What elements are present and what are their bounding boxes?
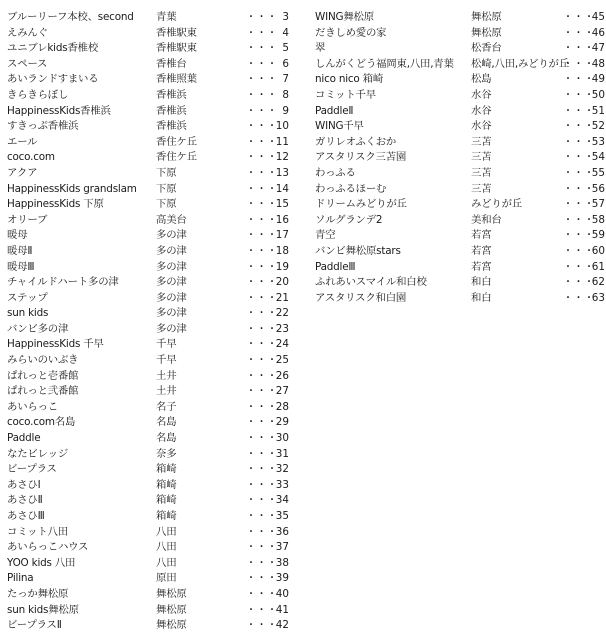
page-number: 15: [275, 198, 289, 211]
leader-dots: ・・・: [246, 620, 278, 632]
leader-dots: ・・・: [246, 479, 278, 491]
leader-dots: ・・・: [246, 152, 278, 164]
facility-name: スペース: [7, 57, 48, 70]
leader-dots: ・・・: [563, 199, 595, 211]
facility-name: ふれあいスマイル和白校: [315, 276, 427, 289]
index-row: [7, 57, 291, 73]
index-row: [7, 525, 291, 541]
facility-name: コミット八田: [7, 525, 68, 538]
leader-dots: ・・・: [246, 511, 278, 522]
index-row: [7, 337, 291, 353]
page-number: 4: [282, 26, 289, 39]
leader-dots: ・・・: [246, 292, 278, 304]
index-row: [315, 244, 605, 260]
facility-name: コミット千早: [315, 88, 376, 101]
area-name: 舞松原: [156, 603, 187, 616]
index-row: [315, 291, 605, 307]
area-name: 和白: [471, 276, 492, 289]
area-name: 香椎台: [156, 57, 187, 70]
page-number: 30: [275, 432, 289, 445]
area-name: 名子: [156, 400, 177, 413]
facility-name: nico nico 箱崎: [315, 73, 384, 86]
leader-dots: ・・・: [246, 89, 278, 101]
page-number: 9: [282, 104, 289, 117]
page-number: 53: [591, 135, 605, 148]
area-name: 若宮: [471, 260, 492, 273]
facility-name: ビープラス: [7, 463, 57, 476]
index-row: [315, 88, 605, 104]
area-name: 箱崎: [156, 494, 177, 507]
index-row: [7, 603, 291, 619]
page-number: 6: [282, 57, 289, 70]
area-name: 三苫: [471, 151, 492, 164]
facility-name: ぱれっと弐番館: [7, 385, 79, 398]
index-row: [7, 571, 291, 587]
area-name: 三苫: [471, 135, 492, 148]
facility-name: sun kids: [7, 307, 49, 320]
leader-dots: ・・・: [246, 12, 278, 23]
leader-dots: ・・・: [563, 152, 595, 164]
facility-name: ステップ: [7, 291, 48, 304]
leader-dots: ・・・: [246, 417, 278, 429]
page-number: 38: [275, 556, 289, 569]
area-name: 松崎,八田,みどりが丘: [471, 57, 569, 70]
facility-name: しんがくどう福岡東,八田,青葉: [315, 57, 454, 70]
leader-dots: ・・・: [563, 277, 595, 289]
page-number: 63: [591, 291, 605, 304]
area-name: 多の津: [156, 322, 187, 335]
facility-name: HappinessKids grandslam: [7, 182, 137, 195]
facility-name: coco.com名島: [7, 416, 76, 429]
index-row: [315, 228, 605, 244]
leader-dots: ・・・: [246, 557, 278, 569]
index-row: [7, 369, 291, 385]
leader-dots: ・・・: [246, 261, 278, 273]
leader-dots: ・・・: [563, 12, 595, 23]
index-row: [7, 182, 291, 198]
area-name: 八田: [156, 525, 177, 538]
index-row: [7, 135, 291, 151]
page-number: 27: [275, 385, 289, 398]
leader-dots: ・・・: [246, 355, 278, 367]
facility-name: sun kids舞松原: [7, 603, 79, 616]
page-number: 62: [591, 276, 605, 289]
page-number: 8: [282, 88, 289, 101]
area-name: 多の津: [156, 229, 187, 242]
facility-name: だきしめ愛の家: [315, 26, 387, 39]
facility-name: あいらっこ: [7, 400, 58, 413]
index-row: [7, 104, 291, 120]
facility-name: みらいのいぶき: [7, 354, 79, 367]
facility-name: あさひⅠ: [7, 478, 41, 491]
facility-name: 暖母: [7, 229, 28, 242]
page-number: 59: [591, 229, 605, 242]
index-row: [315, 150, 605, 166]
page-number: 17: [275, 229, 289, 242]
leader-dots: ・・・: [246, 588, 278, 600]
facility-name: ドリームみどりが丘: [315, 198, 407, 211]
page-number: 20: [275, 276, 289, 289]
page-number: 24: [275, 338, 289, 351]
facility-name: オリーブ: [7, 213, 48, 226]
area-name: 土井: [156, 385, 177, 398]
facility-name: WING千早: [315, 120, 364, 133]
facility-name: PaddleⅢ: [315, 260, 356, 273]
index-row: [7, 400, 291, 416]
leader-dots: ・・・: [563, 214, 595, 226]
page-number: 56: [591, 182, 605, 195]
area-name: 多の津: [156, 291, 187, 304]
area-name: 水谷: [471, 88, 492, 101]
page-number: 40: [275, 587, 289, 600]
facility-name: あさひⅢ: [7, 510, 45, 522]
leader-dots: ・・・: [246, 448, 278, 460]
index-row: [315, 275, 605, 291]
page-number: 58: [591, 213, 605, 226]
leader-dots: ・・・: [246, 27, 278, 39]
leader-dots: ・・・: [246, 308, 278, 320]
page-number: 28: [275, 400, 289, 413]
facility-name: YOO kids 八田: [7, 556, 76, 569]
index-row: [7, 431, 291, 447]
area-name: 原田: [156, 572, 177, 585]
area-name: 三苫: [471, 166, 492, 179]
leader-dots: ・・・: [563, 230, 595, 242]
page-number: 19: [275, 260, 289, 273]
page-number: 57: [591, 198, 605, 211]
page-number: 51: [591, 104, 605, 117]
leader-dots: ・・・: [246, 464, 278, 476]
area-name: 和白: [471, 291, 492, 304]
leader-dots: ・・・: [563, 89, 595, 101]
index-row: [7, 384, 291, 400]
leader-dots: ・・・: [246, 105, 278, 117]
page-number: 12: [275, 151, 289, 164]
leader-dots: ・・・: [246, 230, 278, 242]
index-row: [315, 26, 605, 42]
leader-dots: ・・・: [246, 433, 278, 445]
leader-dots: ・・・: [563, 121, 595, 133]
page-number: 3: [282, 11, 289, 23]
page-number: 49: [591, 73, 605, 86]
index-row: [7, 275, 291, 291]
page-number: 42: [275, 619, 289, 632]
leader-dots: ・・・: [563, 183, 595, 195]
area-name: 多の津: [156, 276, 187, 289]
leader-dots: ・・・: [246, 199, 278, 211]
area-name: 松香台: [471, 42, 502, 55]
area-name: 香椎駅東: [156, 26, 197, 39]
facility-name: わっふるほーむ: [315, 182, 387, 195]
page-number: 25: [275, 354, 289, 367]
index-row: [7, 415, 291, 431]
index-column-left: [7, 10, 291, 634]
leader-dots: ・・・: [246, 183, 278, 195]
facility-name: ブルーリーフ本校、second: [7, 11, 134, 23]
facility-name: バンビ舞松原stars: [315, 244, 401, 257]
page-number: 29: [275, 416, 289, 429]
page-number: 36: [275, 525, 289, 538]
index-row: [7, 197, 291, 213]
leader-dots: ・・・: [246, 495, 278, 507]
index-row: [7, 478, 291, 494]
index-row: [7, 88, 291, 104]
leader-dots: ・・・: [246, 121, 278, 133]
facility-name: すきっぷ香椎浜: [7, 120, 79, 133]
facility-name: HappinessKids 下原: [7, 198, 104, 211]
page-number: 41: [275, 603, 289, 616]
index-row: [7, 26, 291, 42]
facility-name: なたビレッジ: [7, 447, 69, 460]
leader-dots: ・・・: [246, 604, 278, 616]
area-name: 高美台: [156, 213, 187, 226]
index-row: [7, 150, 291, 166]
page-number: 26: [275, 369, 289, 382]
area-name: 青葉: [156, 11, 177, 23]
index-row: [7, 447, 291, 463]
index-row: [7, 556, 291, 572]
area-name: 下原: [156, 198, 177, 211]
facility-name: WING舞松原: [315, 11, 374, 23]
facility-name: ぱれっと壱番館: [7, 369, 79, 382]
leader-dots: ・・・: [563, 58, 595, 70]
facility-name: ソルグランデ2: [315, 213, 383, 226]
leader-dots: ・・・: [246, 370, 278, 382]
facility-name: coco.com: [7, 151, 55, 164]
leader-dots: ・・・: [563, 136, 595, 148]
leader-dots: ・・・: [246, 136, 278, 148]
area-name: 美和台: [471, 213, 502, 226]
leader-dots: ・・・: [246, 167, 278, 179]
area-name: 若宮: [471, 244, 492, 257]
leader-dots: ・・・: [246, 386, 278, 398]
page-number: 47: [591, 42, 605, 55]
index-row: [315, 197, 605, 213]
facility-name: 暖母Ⅲ: [7, 260, 35, 273]
area-name: 松島: [471, 73, 492, 86]
index-row: [7, 462, 291, 478]
page-number: 10: [275, 120, 289, 133]
index-row: [7, 41, 291, 57]
leader-dots: ・・・: [246, 245, 278, 257]
area-name: 下原: [156, 166, 177, 179]
index-row: [315, 213, 605, 229]
leader-dots: ・・・: [246, 43, 278, 55]
page-number: 45: [591, 11, 605, 23]
facility-name: ガリレオふくおか: [315, 135, 397, 148]
area-name: 香椎浜: [156, 88, 187, 101]
facility-name: HappinessKids香椎浜: [7, 104, 111, 117]
page-number: 11: [275, 135, 289, 148]
page-number: 46: [591, 26, 605, 39]
index-row: [315, 182, 605, 198]
leader-dots: ・・・: [246, 573, 278, 585]
index-row: [7, 166, 291, 182]
page-number: 55: [591, 166, 605, 179]
area-name: 多の津: [156, 244, 187, 257]
index-row: [7, 260, 291, 276]
leader-dots: ・・・: [246, 214, 278, 226]
facility-name: わっふる: [315, 166, 356, 179]
facility-name: Paddle: [7, 432, 41, 445]
leader-dots: ・・・: [246, 323, 278, 335]
index-row: [315, 135, 605, 151]
index-row: [315, 119, 605, 135]
page-number: 21: [275, 291, 289, 304]
facility-name: ユニブレkids香椎校: [7, 42, 99, 55]
page-number: 60: [591, 244, 605, 257]
index-row: [7, 244, 291, 260]
facility-name: たっか舞松原: [7, 587, 69, 600]
area-name: 三苫: [471, 182, 492, 195]
area-name: 奈多: [156, 447, 177, 460]
index-row: [315, 41, 605, 57]
area-name: 下原: [156, 182, 177, 195]
facility-name: あいらっこハウス: [7, 541, 89, 554]
facility-name: HappinessKids 千早: [7, 338, 104, 351]
leader-dots: ・・・: [563, 261, 595, 273]
facility-name: エール: [7, 135, 38, 148]
page-number: 35: [275, 510, 289, 522]
page-number: 50: [591, 88, 605, 101]
facility-name: アスタリスク三苫園: [315, 151, 407, 164]
leader-dots: ・・・: [563, 292, 595, 304]
index-row: [315, 72, 605, 88]
leader-dots: ・・・: [246, 401, 278, 413]
area-name: 千早: [156, 354, 177, 367]
index-row: [7, 228, 291, 244]
facility-name: 翠: [315, 42, 326, 55]
index-row: [7, 72, 291, 88]
index-row: [7, 306, 291, 322]
facility-name: えみんぐ: [7, 26, 48, 39]
index-row: [7, 119, 291, 135]
facility-name: Pilina: [7, 572, 34, 585]
area-name: 香住ケ丘: [156, 135, 197, 148]
facility-name: アクア: [7, 166, 38, 179]
index-row: [7, 540, 291, 556]
page-number: 31: [275, 447, 289, 460]
area-name: 多の津: [156, 260, 187, 273]
index-row: [7, 509, 291, 525]
index-row: [7, 618, 291, 634]
page-number: 22: [275, 307, 289, 320]
page-number: 13: [275, 166, 289, 179]
leader-dots: ・・・: [563, 43, 595, 55]
facility-name: PaddleⅡ: [315, 104, 354, 117]
index-row: [7, 213, 291, 229]
index-row: [7, 291, 291, 307]
leader-dots: ・・・: [563, 245, 595, 257]
page-number: 18: [275, 244, 289, 257]
leader-dots: ・・・: [246, 74, 278, 86]
area-name: 香椎駅東: [156, 42, 197, 55]
index-row: [7, 493, 291, 509]
index-row: [315, 57, 605, 73]
facility-name: アスタリスク和白園: [315, 291, 407, 304]
facility-name: 青空: [315, 229, 336, 242]
area-name: 香椎照葉: [156, 73, 197, 86]
page-number: 23: [275, 322, 289, 335]
area-name: 名島: [156, 416, 177, 429]
facility-name: きらきらぼし: [7, 88, 69, 101]
index-row: [7, 322, 291, 338]
facility-name: ビープラスⅡ: [7, 619, 62, 632]
page-number: 52: [591, 120, 605, 133]
page-number: 5: [282, 42, 289, 55]
facility-name: バンビ多の津: [7, 322, 69, 335]
area-name: 香椎浜: [156, 104, 187, 117]
leader-dots: ・・・: [563, 167, 595, 179]
facility-name: チャイルドハート多の津: [7, 276, 119, 289]
index-column-right: [315, 10, 605, 306]
page-number: 32: [275, 463, 289, 476]
area-name: 箱崎: [156, 463, 177, 476]
area-name: 箱崎: [156, 478, 177, 491]
index-row: [315, 166, 605, 182]
index-row: [315, 260, 605, 276]
leader-dots: ・・・: [246, 277, 278, 289]
area-name: 香椎浜: [156, 120, 187, 133]
index-row: [315, 104, 605, 120]
facility-name: あさひⅡ: [7, 494, 43, 507]
page-number: 34: [275, 494, 289, 507]
area-name: 水谷: [471, 120, 492, 133]
area-name: 八田: [156, 541, 177, 554]
area-name: 千早: [156, 338, 177, 351]
page-number: 39: [275, 572, 289, 585]
page-number: 16: [275, 213, 289, 226]
index-row: [7, 353, 291, 369]
index-row: [315, 10, 605, 26]
index-row: [7, 587, 291, 603]
area-name: 水谷: [471, 104, 492, 117]
leader-dots: ・・・: [563, 74, 595, 86]
page-number: 54: [591, 151, 605, 164]
leader-dots: ・・・: [246, 58, 278, 70]
area-name: 土井: [156, 369, 177, 382]
area-name: 舞松原: [471, 11, 502, 23]
area-name: 舞松原: [156, 619, 187, 632]
area-name: 舞松原: [471, 26, 502, 39]
page-number: 7: [282, 73, 289, 86]
page-number: 61: [591, 260, 605, 273]
area-name: 八田: [156, 556, 177, 569]
area-name: 箱崎: [156, 510, 177, 522]
page-number: 14: [275, 182, 289, 195]
page-number: 48: [591, 57, 605, 70]
area-name: 舞松原: [156, 587, 187, 600]
leader-dots: ・・・: [246, 542, 278, 554]
area-name: 多の津: [156, 307, 187, 320]
leader-dots: ・・・: [563, 105, 595, 117]
page-number: 37: [275, 541, 289, 554]
area-name: 名島: [156, 432, 177, 445]
facility-name: あいランドすまいる: [7, 73, 99, 86]
leader-dots: ・・・: [563, 27, 595, 39]
area-name: 若宮: [471, 229, 492, 242]
leader-dots: ・・・: [246, 526, 278, 538]
index-row: [7, 10, 291, 26]
page-number: 33: [275, 478, 289, 491]
facility-name: 暖母Ⅱ: [7, 244, 33, 257]
area-name: みどりが丘: [471, 198, 522, 211]
leader-dots: ・・・: [246, 339, 278, 351]
area-name: 香住ケ丘: [156, 151, 197, 164]
